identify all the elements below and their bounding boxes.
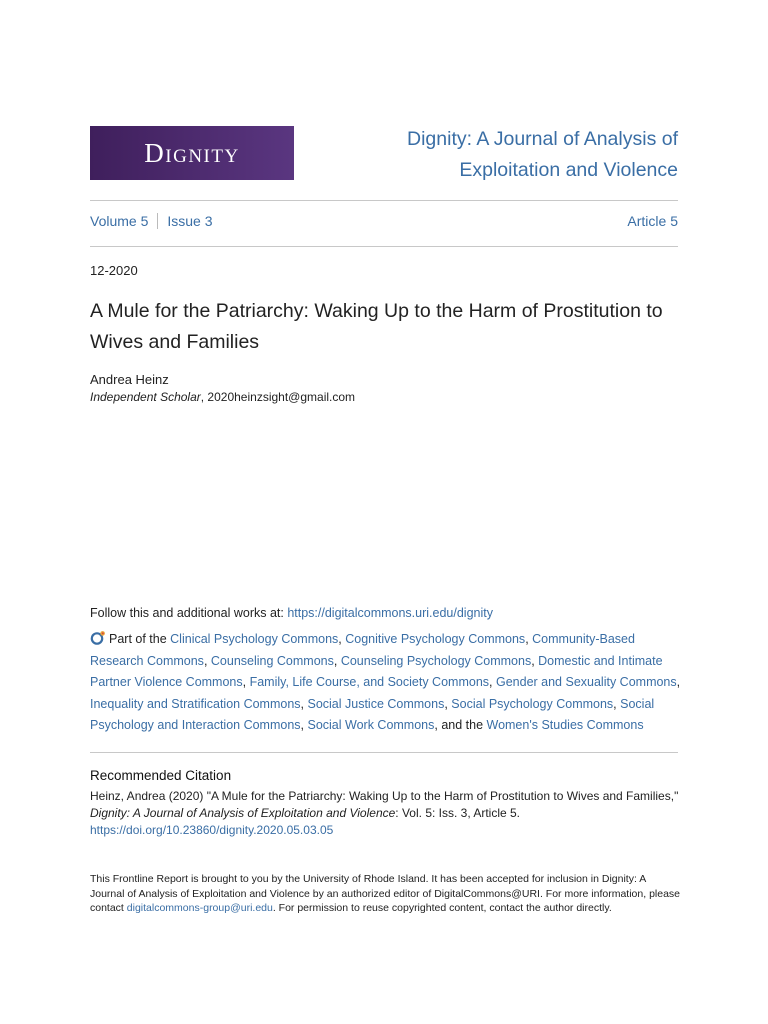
journal-title-line1: Dignity: A Journal of Analysis of — [407, 128, 678, 150]
logo-text: Dignity — [144, 137, 240, 168]
commons-separator: , — [203, 653, 211, 668]
commons-link[interactable]: Community-Based Research Commons — [90, 632, 635, 668]
doi-link[interactable]: https://doi.org/10.23860/dignity.2020.05.03.05 — [90, 823, 334, 837]
citation-journal: Dignity: A Journal of Analysis of Exploitation and Violence — [90, 806, 396, 820]
commons-link[interactable]: Domestic and Intimate Partner Violence Commons — [90, 653, 663, 689]
commons-link[interactable]: Social Psychology Commons — [451, 696, 614, 711]
footer-notice — [90, 872, 680, 916]
commons-separator: , — [338, 632, 346, 646]
commons-link[interactable]: Social Justice Commons — [307, 696, 445, 711]
journal-title-link[interactable] — [358, 124, 678, 186]
commons-link[interactable]: Inequality and Stratification Commons — [90, 696, 301, 711]
commons-separator: , — [531, 653, 539, 668]
commons-separator: , — [525, 632, 533, 646]
footer-text-start: This Frontline Report is brought to you by the University of Rhode Island. It has been accepted for inclusion in Dignity: A Journal of Analysis of Exploitation and Violence by an authorized editor of DigitalCommons@URI. For more information, please contact — [90, 873, 681, 914]
author-name: Andrea Heinz — [90, 372, 169, 387]
commons-separator: , — [300, 696, 308, 711]
network-icon — [90, 630, 106, 646]
citation-text — [90, 788, 680, 839]
commons-separator: , — [613, 696, 621, 711]
author-email: , 2020heinzsight@gmail.com — [200, 390, 356, 404]
commons-link[interactable]: Gender and Sexuality Commons — [495, 675, 677, 689]
commons-link[interactable]: Social Psychology and Interaction Commons — [90, 696, 655, 732]
citation-divider — [90, 752, 678, 753]
volume-link[interactable]: Volume 5 — [90, 213, 149, 229]
commons-link[interactable]: Clinical Psychology Commons — [170, 632, 339, 646]
contact-email-link[interactable]: digitalcommons-group@uri.edu — [126, 902, 273, 914]
citation-text-start: Heinz, Andrea (2020) "A Mule for the Patriarchy: Waking Up to the Harm of Prostitution to Wives and Families," — [90, 789, 679, 803]
commons-separator: , — [242, 675, 250, 689]
issue-divider — [90, 246, 678, 247]
commons-prefix: Part of the — [109, 632, 171, 646]
repository-link[interactable]: https://digitalcommons.uri.edu/dignity — [287, 606, 493, 620]
commons-items — [90, 632, 680, 732]
commons-separator: , — [333, 653, 341, 668]
author-affiliation — [90, 390, 355, 404]
publication-date: 12-2020 — [90, 263, 138, 278]
commons-separator: , — [676, 675, 681, 689]
commons-and-the: , and the — [434, 718, 487, 732]
citation-text-end: : Vol. 5: Iss. 3, Article 5. — [395, 806, 521, 820]
citation-heading: Recommended Citation — [90, 768, 232, 783]
commons-separator: , — [444, 696, 452, 711]
commons-separator: , — [489, 675, 496, 689]
commons-link-womens-studies[interactable]: Women's Studies Commons — [486, 718, 644, 732]
journal-title-line2: Exploitation and Violence — [459, 159, 678, 181]
commons-link[interactable]: Family, Life Course, and Society Commons — [249, 675, 490, 689]
footer-text-end: . For permission to reuse copyrighted content, contact the author directly. — [272, 902, 612, 914]
issue-bar — [90, 213, 678, 229]
author-institution: Independent Scholar — [90, 390, 201, 404]
commons-list — [90, 629, 682, 737]
commons-link[interactable]: Cognitive Psychology Commons — [345, 632, 526, 646]
follow-line — [90, 606, 493, 620]
follow-label: Follow this and additional works at: — [90, 606, 288, 620]
commons-link[interactable]: Counseling Psychology Commons — [340, 653, 532, 668]
top-divider — [90, 200, 678, 201]
article-number-link[interactable]: Article 5 — [627, 213, 678, 229]
commons-link[interactable]: Social Work Commons — [307, 718, 435, 732]
commons-link[interactable]: Counseling Commons — [210, 653, 334, 668]
issue-link[interactable]: Issue 3 — [167, 213, 213, 229]
dignity-logo[interactable] — [90, 126, 294, 180]
article-title: A Mule for the Patriarchy: Waking Up to the Harm of Prostitution to Wives and Families — [90, 300, 663, 353]
commons-separator: , — [300, 718, 308, 732]
issue-separator — [157, 213, 158, 229]
